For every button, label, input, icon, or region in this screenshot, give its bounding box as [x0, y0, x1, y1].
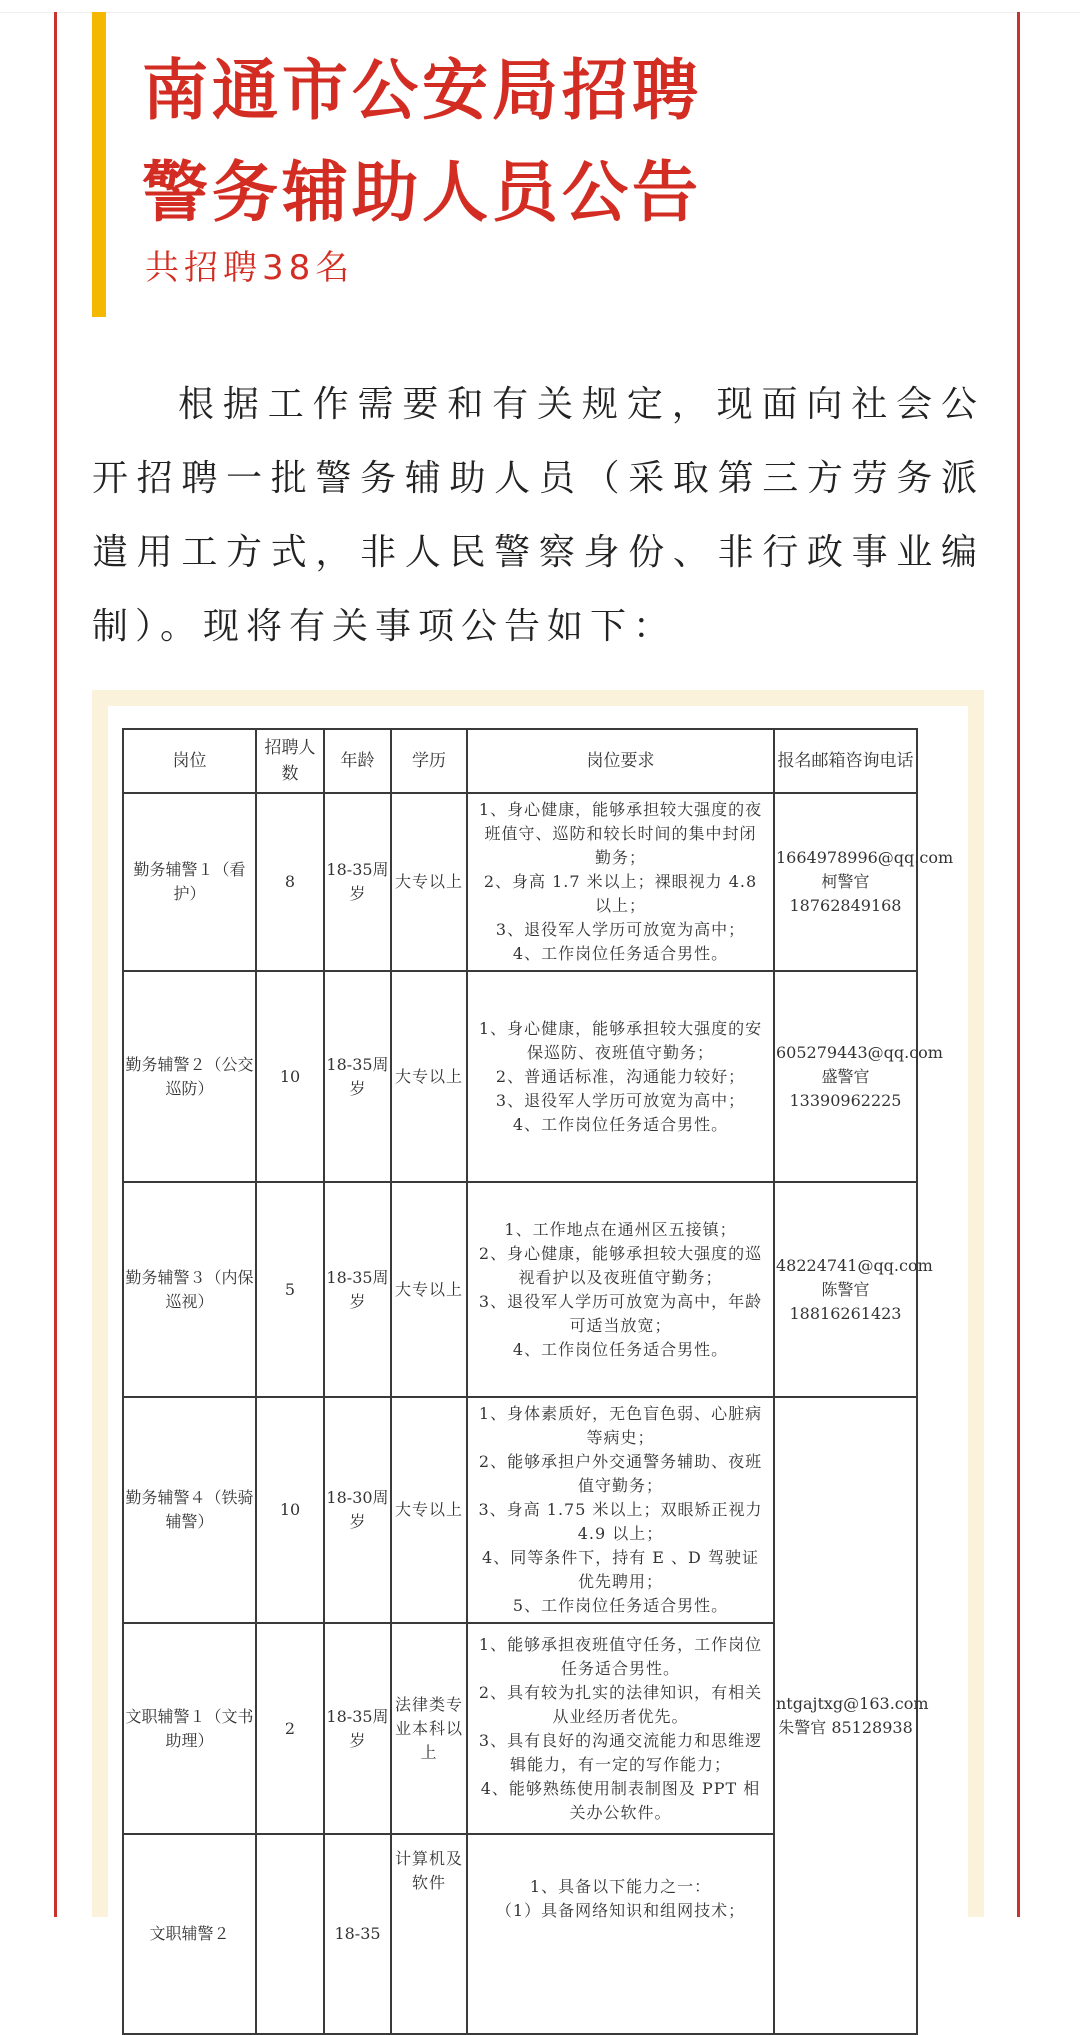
position-cell: 勤务辅警４（铁骑辅警）: [123, 1397, 256, 1623]
table-row: [123, 971, 917, 1182]
contact-cell: [774, 1182, 933, 1397]
contact-email: 605279443@qq.com: [776, 1042, 943, 1062]
contact-email: 1664978996@qq.com: [776, 848, 954, 867]
position-cell: 文职辅警２: [123, 1834, 256, 2034]
requirement-line: 1、身心健康，能够承担较大强度的夜班值守、巡防和较长时间的集中封闭勤务；: [478, 800, 763, 867]
recruitment-table: [122, 728, 954, 2035]
age-cell: 18-35: [324, 1834, 391, 2034]
position-cell: 勤务辅警２（公交巡防）: [123, 971, 256, 1182]
requirement-line: 4、能够熟练使用制表制图及 PPT 相关办公软件。: [480, 1778, 761, 1822]
title-line-2: 警务辅助人员公告: [142, 154, 702, 231]
page-title: [142, 40, 942, 244]
count-cell: 5: [256, 1182, 324, 1397]
education-cell: 计算机及软件: [391, 1834, 467, 2034]
age-cell: 18-35周岁: [324, 793, 391, 971]
requirement-line: 1、具备以下能力之一：: [529, 1877, 712, 1896]
header-count: 招聘人数: [256, 729, 324, 793]
education-cell: 法律类专业本科以上: [391, 1623, 467, 1834]
requirement-line: 3、退役军人学历可放宽为高中；: [495, 1090, 746, 1110]
age-cell: 18-35周岁: [324, 971, 391, 1182]
recruit-count-subtitle: 共招聘38名: [145, 248, 355, 288]
requirements-cell: [467, 971, 774, 1182]
requirement-line: 1、能够承担夜班值守任务，工作岗位任务适合男性。: [478, 1634, 763, 1678]
requirement-line: 4、同等条件下，持有 E 、D 驾驶证优先聘用；: [482, 1548, 759, 1591]
requirement-line: 1、身心健康，能够承担较大强度的安保巡防、夜班值守勤务；: [478, 1018, 763, 1062]
intro-paragraph: 根据工作需要和有关规定，现面向社会公开招聘一批警务辅助人员（采取第三方劳务派遣用工方式，非人民警察身份、非行政事业编制）。现将有关事项公告如下：: [92, 384, 984, 647]
education-cell: 大专以上: [391, 1182, 467, 1397]
position-cell: 勤务辅警３（内保巡视）: [123, 1182, 256, 1397]
table-row: [123, 1397, 917, 1623]
table-row: [123, 1182, 917, 1397]
requirement-line: 3、退役军人学历可放宽为高中；: [495, 920, 746, 939]
contact-cell: [774, 971, 943, 1182]
count-cell: 10: [256, 1397, 324, 1623]
requirement-line: 2、具有较为扎实的法律知识，有相关从业经历者优先。: [478, 1682, 763, 1726]
header-contact: 报名邮箱咨询电话: [774, 729, 917, 793]
count-cell: [256, 1834, 324, 2034]
contact-phone: 朱警官 85128938: [778, 1717, 913, 1737]
requirements-cell: [467, 1623, 774, 1834]
requirement-line: 1、身体素质好，无色盲色弱、心脏病等病史；: [478, 1404, 763, 1447]
contact-email: ntgajtxg@163.com: [776, 1693, 929, 1713]
count-cell: 10: [256, 971, 324, 1182]
requirement-line: 4、工作岗位任务适合男性。: [512, 944, 729, 963]
requirement-line: 3、身高 1.75 米以上；双眼矫正视力 4.9 以上；: [478, 1500, 763, 1543]
age-cell: 18-35周岁: [324, 1182, 391, 1397]
requirements-cell: [467, 1397, 774, 1623]
requirement-line: 5、工作岗位任务适合男性。: [512, 1596, 729, 1615]
table-header-row: [123, 729, 917, 793]
table-row: [123, 793, 917, 971]
requirements-cell: [467, 1834, 774, 2034]
education-cell: 大专以上: [391, 971, 467, 1182]
requirement-line: 2、身心健康，能够承担较大强度的巡视看护以及夜班值守勤务；: [478, 1243, 763, 1287]
position-cell: 文职辅警１（文书助理）: [123, 1623, 256, 1834]
contact-phone: 盛警官 13390962225: [789, 1066, 902, 1110]
contact-email: 48224741@qq.com: [776, 1255, 933, 1275]
count-cell: 8: [256, 793, 324, 971]
header-requirements: 岗位要求: [467, 729, 774, 793]
age-cell: 18-35周岁: [324, 1623, 391, 1834]
table-paper: [108, 706, 968, 1943]
requirement-line: 1、工作地点在通州区五接镇；: [504, 1219, 737, 1239]
header-education: 学历: [391, 729, 467, 793]
contact-cell: [774, 1397, 929, 2034]
requirement-line: 3、退役军人学历可放宽为高中，年龄可适当放宽；: [478, 1291, 763, 1335]
requirements-cell: [467, 793, 774, 971]
title-accent-bar: [92, 12, 106, 317]
header-age: 年龄: [324, 729, 391, 793]
education-cell: 大专以上: [391, 793, 467, 971]
table-image-card: [92, 690, 984, 1943]
requirement-line: 2、身高 1.7 米以上；裸眼视力 4.8 以上；: [483, 872, 758, 915]
requirement-line: 4、工作岗位任务适合男性。: [512, 1339, 729, 1359]
contact-phone: 柯警官 18762849168: [789, 872, 902, 915]
contact-cell: [774, 793, 954, 971]
requirement-line: 2、普通话标准，沟通能力较好；: [495, 1066, 746, 1086]
requirement-line: 4、工作岗位任务适合男性。: [512, 1114, 729, 1134]
age-cell: 18-30周岁: [324, 1397, 391, 1623]
count-cell: 2: [256, 1623, 324, 1834]
position-cell: 勤务辅警１（看护）: [123, 793, 256, 971]
title-line-1: 南通市公安局招聘: [142, 52, 702, 129]
header-position: 岗位: [123, 729, 256, 793]
education-cell: 大专以上: [391, 1397, 467, 1623]
requirement-line: 3、具有良好的沟通交流能力和思维逻辑能力，有一定的写作能力；: [478, 1730, 763, 1774]
requirement-line: 2、能够承担户外交通警务辅助、夜班值守勤务；: [478, 1452, 763, 1495]
requirement-line: （1）具备网络知识和组网技术；: [495, 1901, 746, 1920]
requirements-cell: [467, 1182, 774, 1397]
contact-phone: 陈警官 18816261423: [789, 1279, 902, 1323]
